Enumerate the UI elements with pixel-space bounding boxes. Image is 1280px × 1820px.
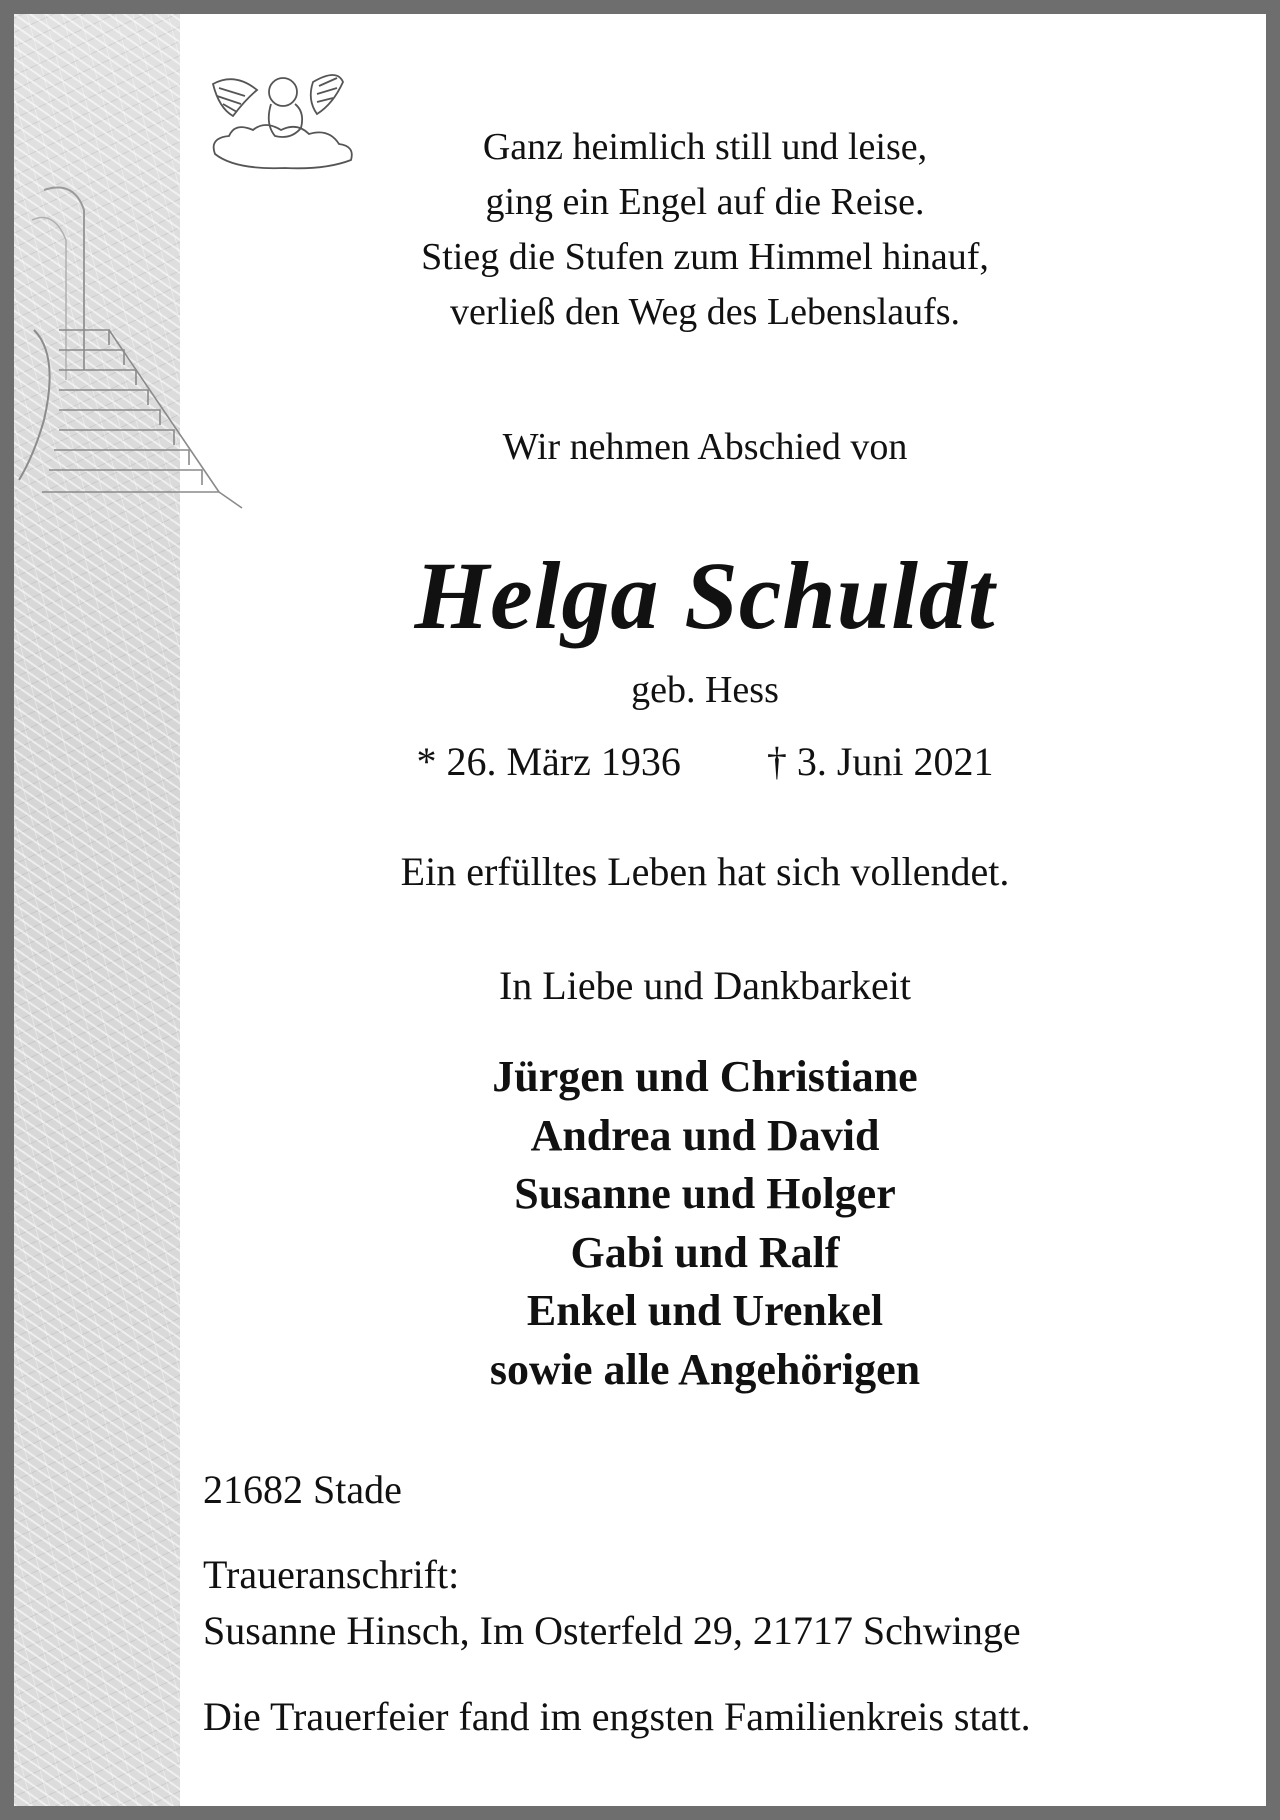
deceased-name: Helga Schuldt — [414, 542, 996, 649]
death-date: † 3. Juni 2021 — [766, 739, 994, 784]
poem-line: ging ein Engel auf die Reise. — [485, 181, 925, 223]
gratitude-line: In Liebe und Dankbarkeit — [498, 963, 912, 1008]
mourner-entry: Andrea und David — [530, 1110, 880, 1160]
poem-line: Stieg die Stufen zum Himmel hinauf, — [421, 236, 989, 278]
mourner-entry: Susanne und Holger — [514, 1169, 896, 1218]
mourners-list — [200, 1048, 1210, 1399]
mourner-entry: Gabi und Ralf — [570, 1227, 840, 1277]
mourning-address-label: Traueranschrift: — [203, 1552, 460, 1597]
birth-date: * 26. März 1936 — [416, 739, 681, 784]
farewell-intro: Wir nehmen Abschied von — [502, 426, 908, 468]
ceremony-note: Die Trauerfeier fand im engsten Familienkreis statt. — [203, 1694, 1031, 1739]
mourner-entry: sowie alle Angehörigen — [489, 1344, 921, 1394]
obituary-content — [200, 0, 1210, 1820]
mourner-entry: Jürgen und Christiane — [492, 1052, 918, 1101]
poem-line: Ganz heimlich still und leise, — [482, 126, 928, 168]
mourner-entry: Enkel und Urenkel — [526, 1286, 884, 1335]
tribute-line: Ein erfülltes Leben hat sich vollendet. — [400, 849, 1010, 894]
poem-line: verließ den Weg des Lebenslaufs. — [449, 291, 961, 333]
city-line: 21682 Stade — [203, 1467, 402, 1512]
mourning-address: Susanne Hinsch, Im Osterfeld 29, 21717 Schwinge — [203, 1608, 1021, 1653]
life-dates — [200, 738, 1210, 785]
maiden-name: geb. Hess — [631, 669, 779, 711]
memorial-poem — [200, 120, 1210, 340]
